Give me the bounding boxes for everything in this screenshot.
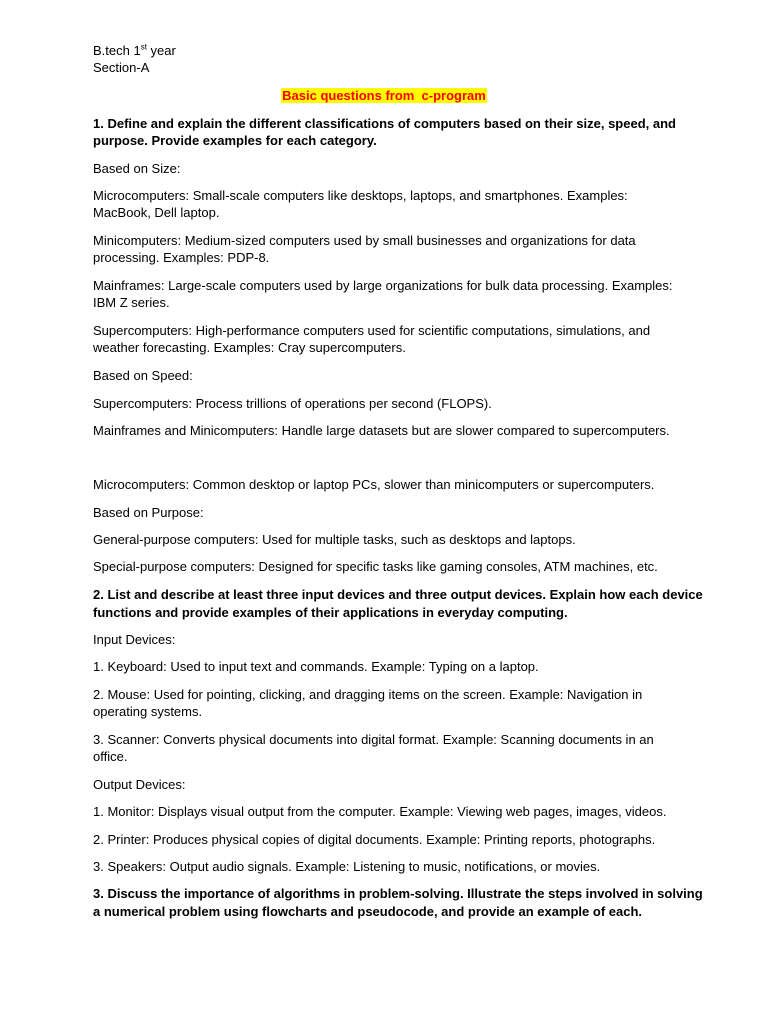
input-mouse-line-2: operating systems. [93, 704, 203, 719]
title-row [0, 87, 768, 104]
output-printer: 2. Printer: Produces physical copies of digital documents. Example: Printing reports, photographs. [93, 832, 656, 847]
mainframes-line-1: Mainframes: Large-scale computers used by large organizations for bulk data processing. Examples: [93, 278, 673, 293]
based-on-speed-heading: Based on Speed: [93, 368, 193, 383]
question-1-line-1: 1. Define and explain the different classifications of computers based on their size, speed, and [93, 116, 676, 131]
input-keyboard: 1. Keyboard: Used to input text and commands. Example: Typing on a laptop. [93, 659, 539, 674]
document-title: Basic questions from c-program [282, 88, 486, 103]
based-on-size-heading: Based on Size: [93, 161, 181, 176]
speed-supercomputers: Supercomputers: Process trillions of operations per second (FLOPS). [93, 396, 492, 411]
microcomputers-line-2: MacBook, Dell laptop. [93, 205, 220, 220]
purpose-general: General-purpose computers: Used for multiple tasks, such as desktops and laptops. [93, 532, 576, 547]
mainframes-line-2: IBM Z series. [93, 295, 170, 310]
supercomputers-line-1: Supercomputers: High-performance computers used for scientific computations, simulations, and [93, 323, 651, 338]
speed-microcomputers: Microcomputers: Common desktop or laptop PCs, slower than minicomputers or supercomputers. [93, 477, 655, 492]
microcomputers-line-1: Microcomputers: Small-scale computers like desktops, laptops, and smartphones. Examples: [93, 188, 628, 203]
input-mouse-line-1: 2. Mouse: Used for pointing, clicking, and dragging items on the screen. Example: Navigation in [93, 687, 643, 702]
output-monitor: 1. Monitor: Displays visual output from the computer. Example: Viewing web pages, images, videos. [93, 804, 667, 819]
course-superscript: st [140, 42, 147, 52]
question-1-line-2: purpose. Provide examples for each category. [93, 133, 377, 148]
section-line: Section-A [93, 60, 150, 75]
input-devices-heading: Input Devices: [93, 632, 176, 647]
question-3-line-1: 3. Discuss the importance of algorithms in problem-solving. Illustrate the steps involved in solving [93, 886, 703, 901]
purpose-special: Special-purpose computers: Designed for specific tasks like gaming consoles, ATM machines, etc. [93, 559, 658, 574]
speed-mainframes: Mainframes and Minicomputers: Handle large datasets but are slower compared to supercomputers. [93, 423, 670, 438]
minicomputers-line-1: Minicomputers: Medium-sized computers used by small businesses and organizations for data [93, 233, 636, 248]
input-scanner-line-1: 3. Scanner: Converts physical documents into digital format. Example: Scanning documents in an [93, 732, 654, 747]
question-2-line-1: 2. List and describe at least three input devices and three output devices. Explain how each device [93, 587, 703, 602]
question-3-line-2: a numerical problem using flowcharts and pseudocode, and provide an example of each. [93, 904, 643, 919]
input-scanner-line-2: office. [93, 749, 128, 764]
course-suffix: year [146, 43, 176, 58]
minicomputers-line-2: processing. Examples: PDP-8. [93, 250, 270, 265]
output-devices-heading: Output Devices: [93, 777, 186, 792]
supercomputers-line-2: weather forecasting. Examples: Cray supercomputers. [93, 340, 406, 355]
course-line [93, 42, 176, 59]
based-on-purpose-heading: Based on Purpose: [93, 505, 204, 520]
course-text: B.tech 1 [93, 43, 141, 58]
output-speakers: 3. Speakers: Output audio signals. Example: Listening to music, notifications, or movies. [93, 859, 601, 874]
question-2-line-2: functions and provide examples of their applications in everyday computing. [93, 605, 568, 620]
